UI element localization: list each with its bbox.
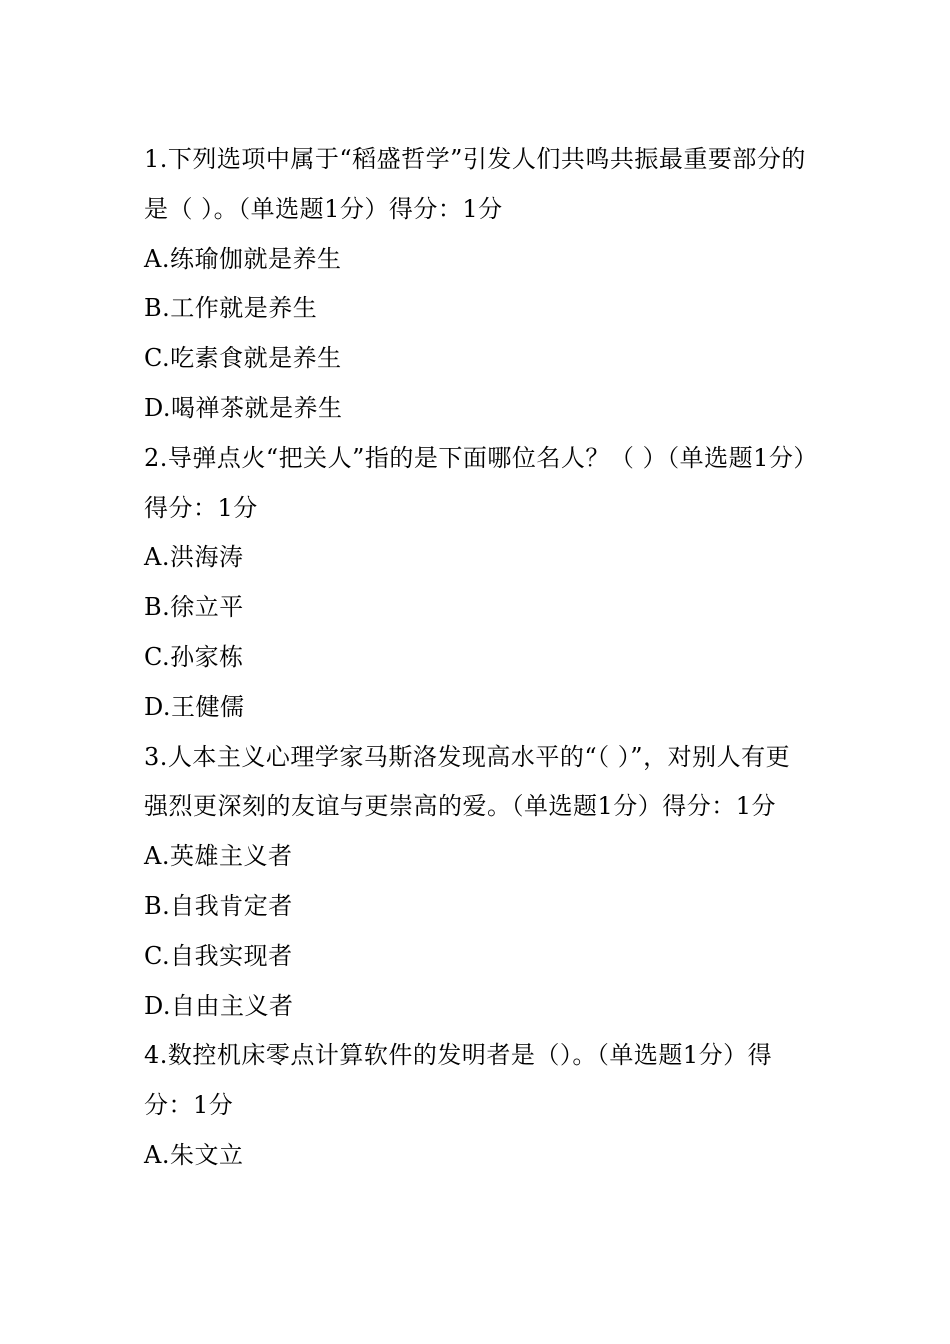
question-text: 3.人本主义心理学家马斯洛发现高水平的“（ ）”，对别人有更强烈更深刻的友谊与更崇高的爱。（单选题1分）得分：1分 <box>144 742 791 821</box>
question-text: 2.导弹点火“把关人”指的是下面哪位名人？（ ）（单选题1分）得分：1分 <box>144 443 806 522</box>
option-b: B.自我肯定者 <box>144 891 293 920</box>
option-b: B.徐立平 <box>144 593 244 622</box>
option-d: D.自由主义者 <box>144 991 294 1020</box>
option-c: C.孙家栋 <box>144 642 244 671</box>
option-c: C.自我实现者 <box>144 941 293 970</box>
question-text: 4.数控机床零点计算软件的发明者是（）。（单选题1分）得分：1分 <box>144 1041 773 1120</box>
option-a: A.英雄主义者 <box>144 842 293 871</box>
option-a: A.洪海涛 <box>144 543 244 572</box>
question-block <box>144 135 814 434</box>
option-b: B.工作就是养生 <box>144 294 318 323</box>
option-d: D.王健儒 <box>144 692 245 721</box>
option-d: D.喝禅茶就是养生 <box>144 393 343 422</box>
question-block <box>144 434 814 733</box>
question-block <box>144 733 814 1032</box>
option-c: C.吃素食就是养生 <box>144 344 342 373</box>
question-list <box>144 135 814 1181</box>
option-a: A.朱文立 <box>144 1140 244 1169</box>
question-text: 1.下列选项中属于“稻盛哲学”引发人们共鸣共振最重要部分的是（ ）。（单选题1分）得分：1分 <box>144 145 806 223</box>
question-block <box>144 1031 814 1180</box>
option-a: A.练瑜伽就是养生 <box>144 244 342 273</box>
